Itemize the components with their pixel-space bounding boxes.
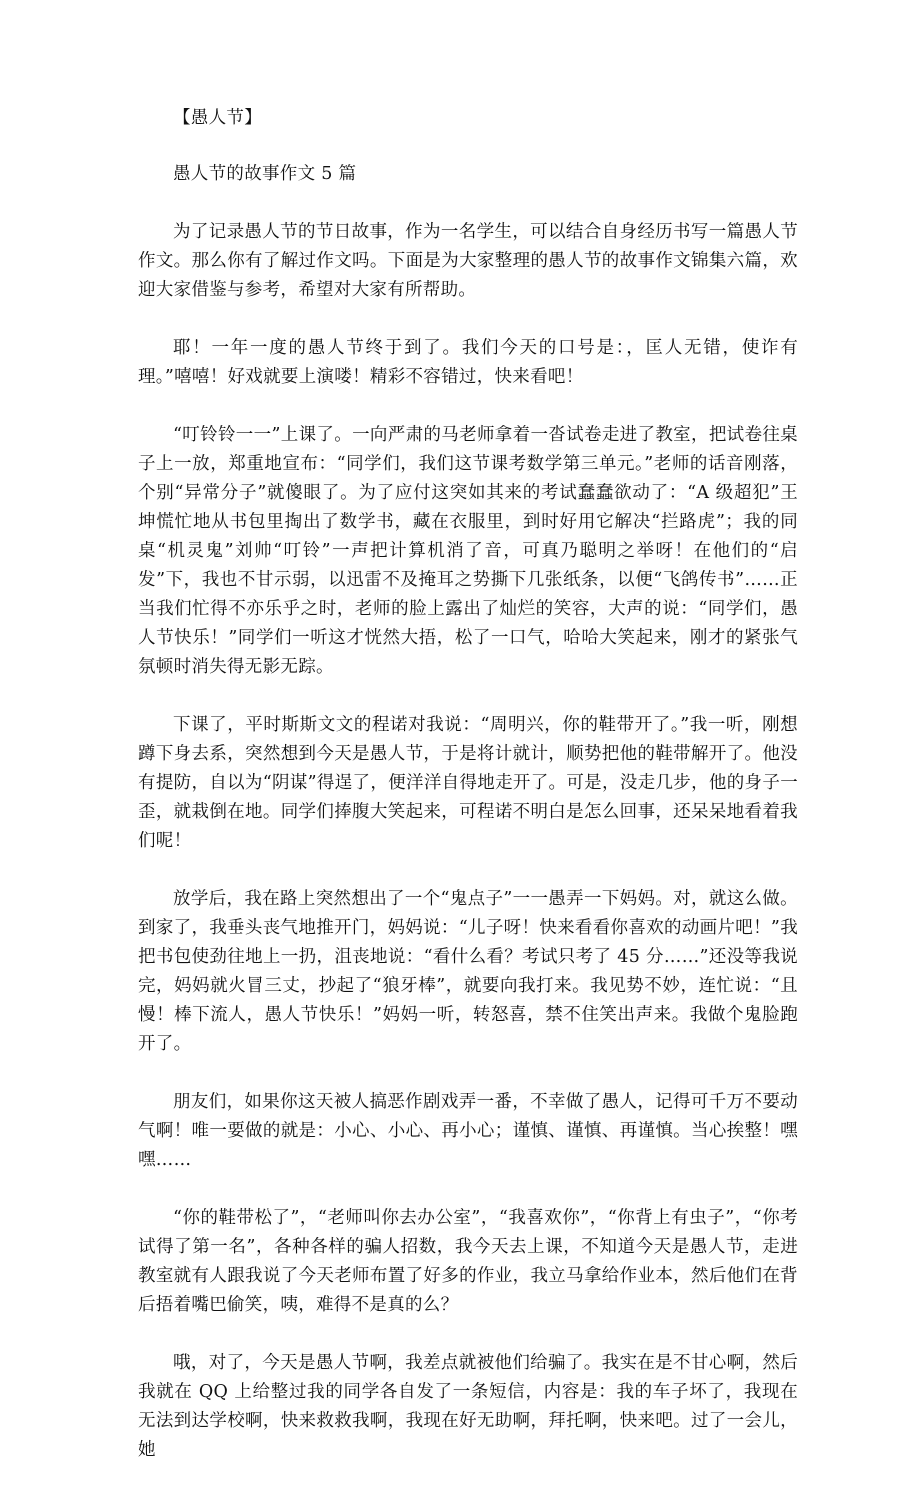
paragraph: 为了记录愚人节的节日故事，作为一名学生，可以结合自身经历书写一篇愚人节作文。那么你有了解过作文吗。下面是为大家整理的愚人节的故事作文锦集六篇，欢迎大家借鉴与参考，希望对大家有所帮助。 [138, 222, 798, 300]
paragraph: “你的鞋带松了”，“老师叫你去办公室”，“我喜欢你”，“你背上有虫子”，“你考试得了第一名”，各种各样的骗人招数，我今天去上课，不知道今天是愚人节，走进教室就有人跟我说了今天老师布置了好多的作业，我立马拿给作业本，然后他们在背后捂着嘴巴偷笑，咦，难得不是真的么？ [138, 1208, 798, 1315]
paragraph: 朋友们，如果你这天被人搞恶作剧戏弄一番，不幸做了愚人，记得可千万不要动气啊！唯一要做的就是：小心、小心、再小心；谨慎、谨慎、再谨慎。当心挨整！嘿嘿…… [138, 1092, 798, 1170]
paragraph: 耶！一年一度的愚人节终于到了。我们今天的口号是：，匡人无错，使诈有理。”嘻嘻！好戏就要上演喽！精彩不容错过，快来看吧！ [138, 338, 798, 387]
document-tag: 【愚人节】 [173, 108, 262, 128]
paragraph: 放学后，我在路上突然想出了一个“鬼点子”一一愚弄一下妈妈。对，就这么做。到家了，我垂头丧气地推开门，妈妈说：“儿子呀！快来看看你喜欢的动画片吧！”我把书包使劲往地上一扔，沮丧地说：“看什么看？考试只考了 45 分……”还没等我说完，妈妈就火冒三丈，抄起了“狼牙棒”，就要向我打来。我见势不妙，连忙说：“且慢！棒下流人，愚人节快乐！”妈妈一听，转怒喜，禁不住笑出声来。我做个鬼脸跑开了。 [138, 889, 798, 1054]
document-body [138, 104, 798, 1494]
document-title: 愚人节的故事作文 5 篇 [173, 164, 357, 184]
paragraph: 下课了，平时斯斯文文的程诺对我说：“周明兴，你的鞋带开了。”我一听，刚想蹲下身去系，突然想到今天是愚人节，于是将计就计，顺势把他的鞋带解开了。他没有提防，自以为“阴谋”得逞了，便洋洋自得地走开了。可是，没走几步，他的身子一歪，就栽倒在地。同学们捧腹大笑起来，可程诺不明白是怎么回事，还呆呆地看着我们呢！ [138, 715, 798, 851]
paragraph: “叮铃铃一一”上课了。一向严肃的马老师拿着一沓试卷走进了教室，把试卷往桌子上一放，郑重地宣布：“同学们，我们这节课考数学第三单元。”老师的话音刚落，个别“异常分子”就傻眼了。为了应付这突如其来的考试蠢蠢欲动了：“A 级超犯”王坤慌忙地从书包里掏出了数学书，藏在衣服里，到时好用它解决“拦路虎”；我的同桌“机灵鬼”刘帅“叮铃”一声把计算机消了音，可真乃聪明之举呀！在他们的“启发”下，我也不甘示弱，以迅雷不及掩耳之势撕下几张纸条，以便“飞鸽传书”……正当我们忙得不亦乐乎之时，老师的脸上露出了灿烂的笑容，大声的说：“同学们，愚人节快乐！”同学们一听这才恍然大捂，松了一口气，哈哈大笑起来，刚才的紧张气氛顿时消失得无影无踪。 [138, 425, 798, 677]
paragraph: 哦，对了，今天是愚人节啊，我差点就被他们给骗了。我实在是不甘心啊，然后我就在 QQ 上给整过我的同学各自发了一条短信，内容是：我的车子坏了，我现在无法到达学校啊，快来救救我啊，我现在好无助啊，拜托啊，快来吧。过了一会儿，她 [138, 1353, 798, 1460]
